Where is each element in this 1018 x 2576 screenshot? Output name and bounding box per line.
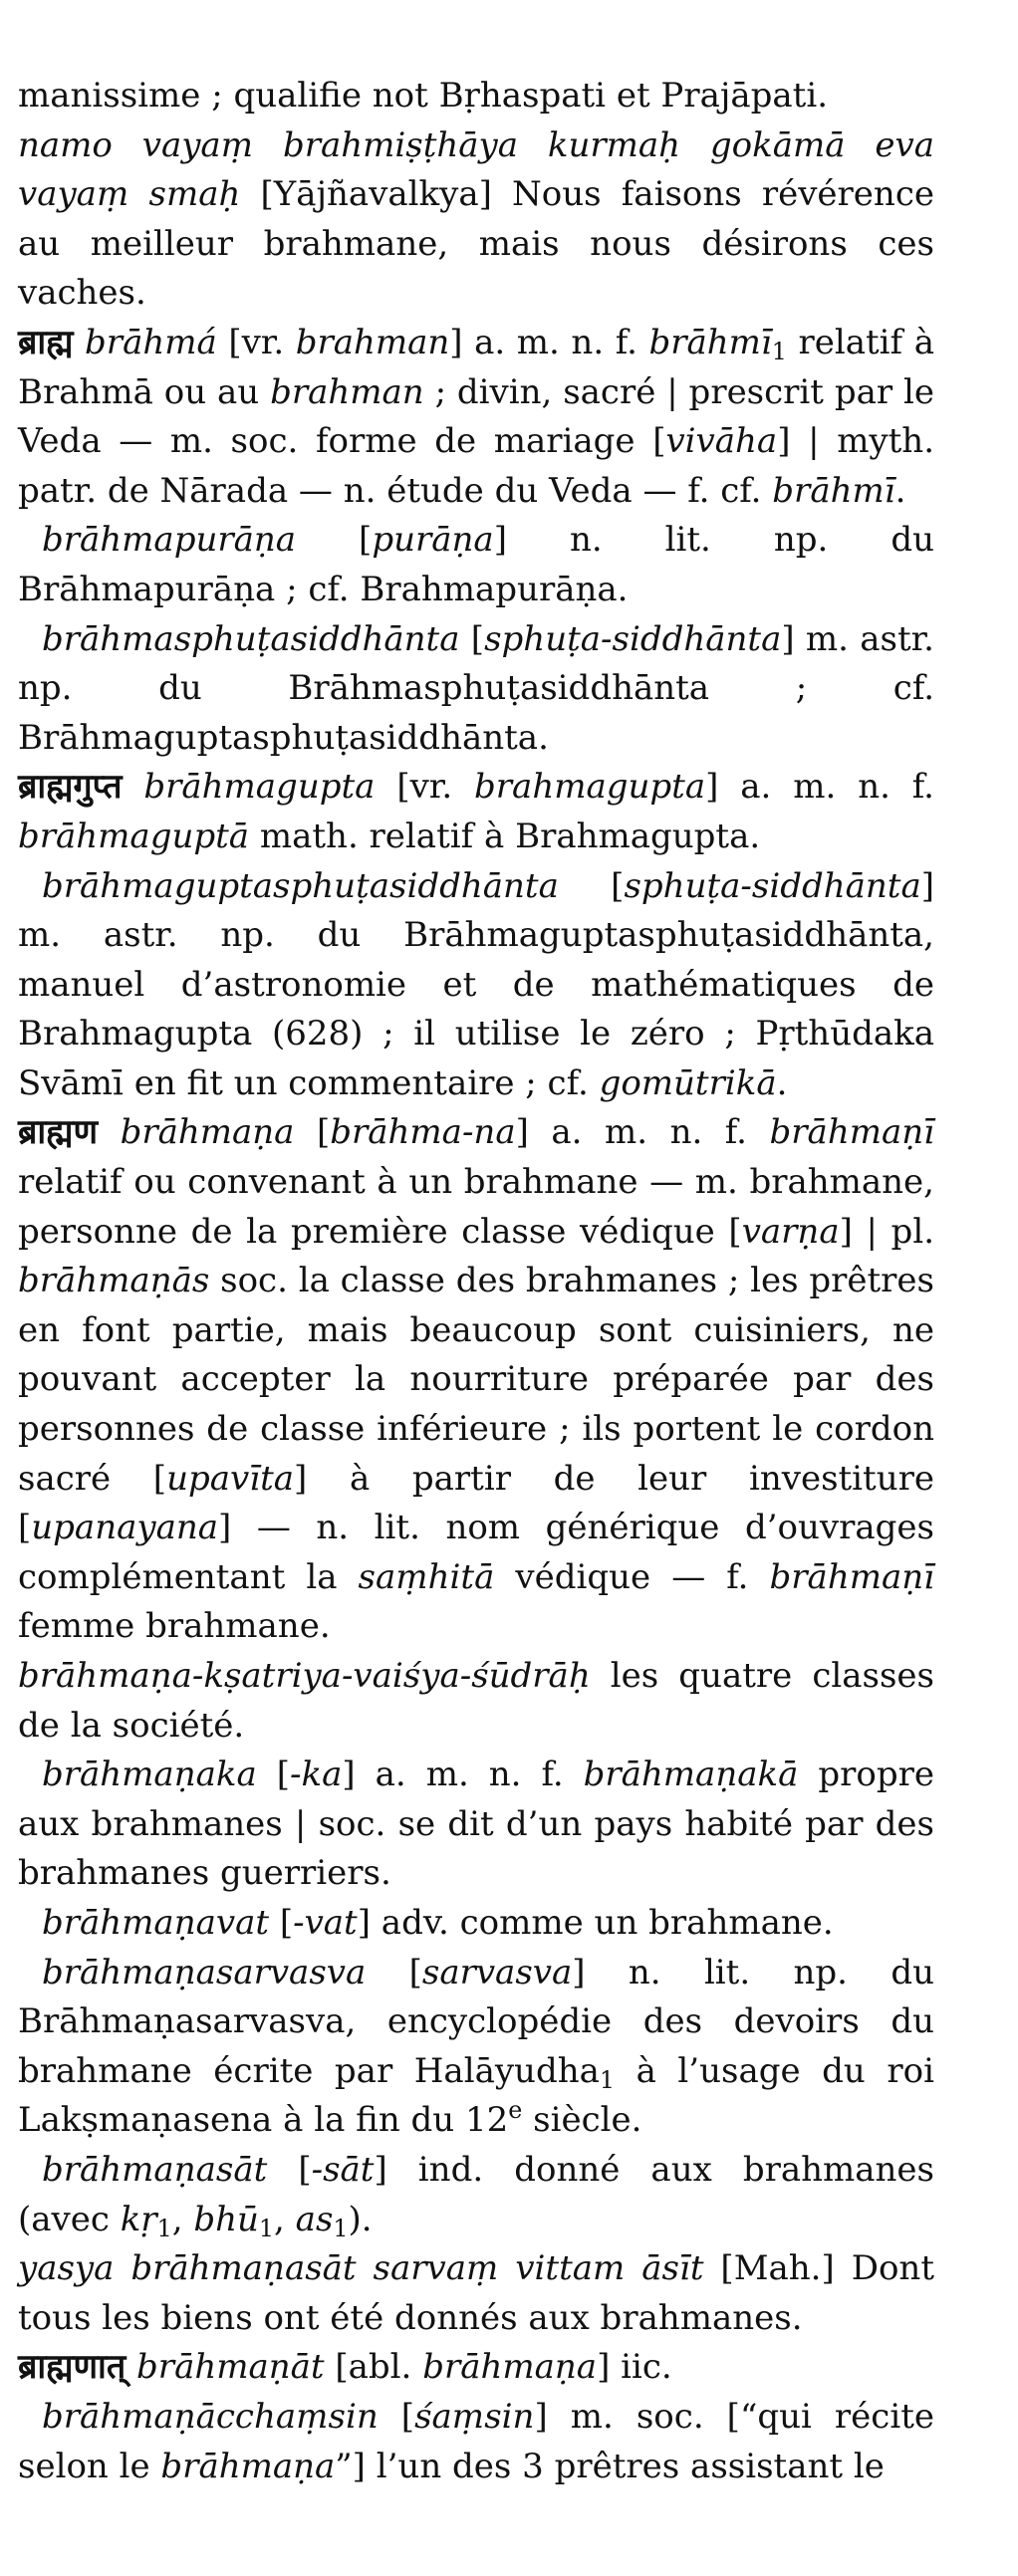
example-yasya-brahmanasat: yasya brāhmaṇasāt sarvaṃ vittam āsīt [Mah.] Dont tous les biens ont été donnés aux brahmanes. [18, 2248, 934, 2338]
subentry-brahmanasat: brāhmaṇasāt [-sāt] ind. donné aux brahmanes (avec kṛ$_1$, bhū$_1$, $as_1$). [18, 2149, 935, 2242]
subentry-brahmanaka: brāhmaṇaka [-ka] a. m. n. f. brāhmaṇakā propre aux brahmanes | soc. se dit d’un pays habité par des brahmanes guerriers. [18, 1755, 934, 1894]
subentry-brahmanavat: brāhmaṇavat [-vat] adv. comme un brahmane. [42, 1902, 834, 1943]
subentry-brahmanacchamsin: brāhmaṇācchaṃsin [śaṃsin] m. soc. [“qui récite selon le brāhmaṇa”] l’un des 3 prêtres assistant le [18, 2396, 934, 2486]
subentry-brahmasphutasiddhanta: brāhmasphuṭasiddhānta [sphuṭa-siddhānta] m. astr. np. du Brāhmasphuṭasiddhānta ; cf. Brāhmaguptasphuṭasiddhānta. [18, 618, 934, 758]
subentry-brahmapurana: brāhmapurāṇa [purāṇa] n. lit. np. du Brāhmapurāṇa ; cf. Brahmapurāṇa. [18, 520, 934, 609]
subentry-brahmaguptasphutasiddhanta: brāhmaguptasphuṭasiddhānta [sphuṭa-siddhānta] m. astr. np. du Brāhmaguptasphuṭasiddhānta, manuel d’astronomie et de mathématiques de Brahmagupta (628) ; il utilise le zéro ; Pṛthūdaka Svāmī en fit un commentaire ; cf. gomūtrikā. [18, 865, 934, 1103]
entry-continuation-manissime: manissime ; qualifie not Bṛhaspati et Prajāpati. [18, 76, 829, 116]
entry-brahmana: ब्राह्मण brāhmaṇa [brāhma-na] a. m. n. f. brāhmaṇī relatif ou convenant à un brahmane — m. brahmane, personne de la première classe védique [varṇa] | pl. brāhmaṇās soc. la classe des brahmanes ; les prêtres en font partie, mais beaucoup sont cuisiniers, ne pouvant accepter la nourriture préparée par des personnes de classe inférieure ; ils portent le cordon sacré [upavīta] à partir de leur investiture [upanayana] — n. lit. nom générique d’ouvrages complémentant la saṃhitā védique — f. brāhmaṇī femme brahmane. [18, 1112, 934, 1647]
subentry-brahmanasarvasva: brāhmaṇasarvasva [sarvasva] n. lit. np. du Brāhmaṇasarvasva, encyclopédie des devoirs du brahmane écrite par Halāyudha$_1$ à l’usage du roi Lakṣmaṇasena à la fin du 12e siècle. [18, 1952, 934, 2141]
entry-brahma: ब्राह्म brāhmá [vr. brahman] a. m. n. f. brāhmī$_1$ relatif à Brahmā ou au brahman ; divin, sacré | prescrit par le Veda — m. soc. forme de mariage [vivāha] | myth. patr. de Nārada — n. étude du Veda — f. cf. brāhmī. [18, 322, 935, 511]
example-namo-vayam: namo vayaṃ brahmiṣṭhāya kurmaḥ gokāmā eva vayaṃ smaḥ [Yājñavalkya] Nous faisons révérence au meilleur brahmane, mais nous désirons ces vaches. [18, 124, 934, 314]
entry-brahmagupta: ब्राह्मगुप्त brāhmagupta [vr. brahmagupta] a. m. n. f. brāhmaguptā math. relatif à Brahmagupta. [18, 767, 934, 856]
entry-brahmanat: ब्राह्मणात् brāhmaṇāt [abl. brāhmaṇa] iic. [18, 2347, 672, 2388]
example-four-classes: brāhmaṇa-kṣatriya-vaiśya-śūdrāḥ les quatre classes de la société. [18, 1656, 934, 1746]
